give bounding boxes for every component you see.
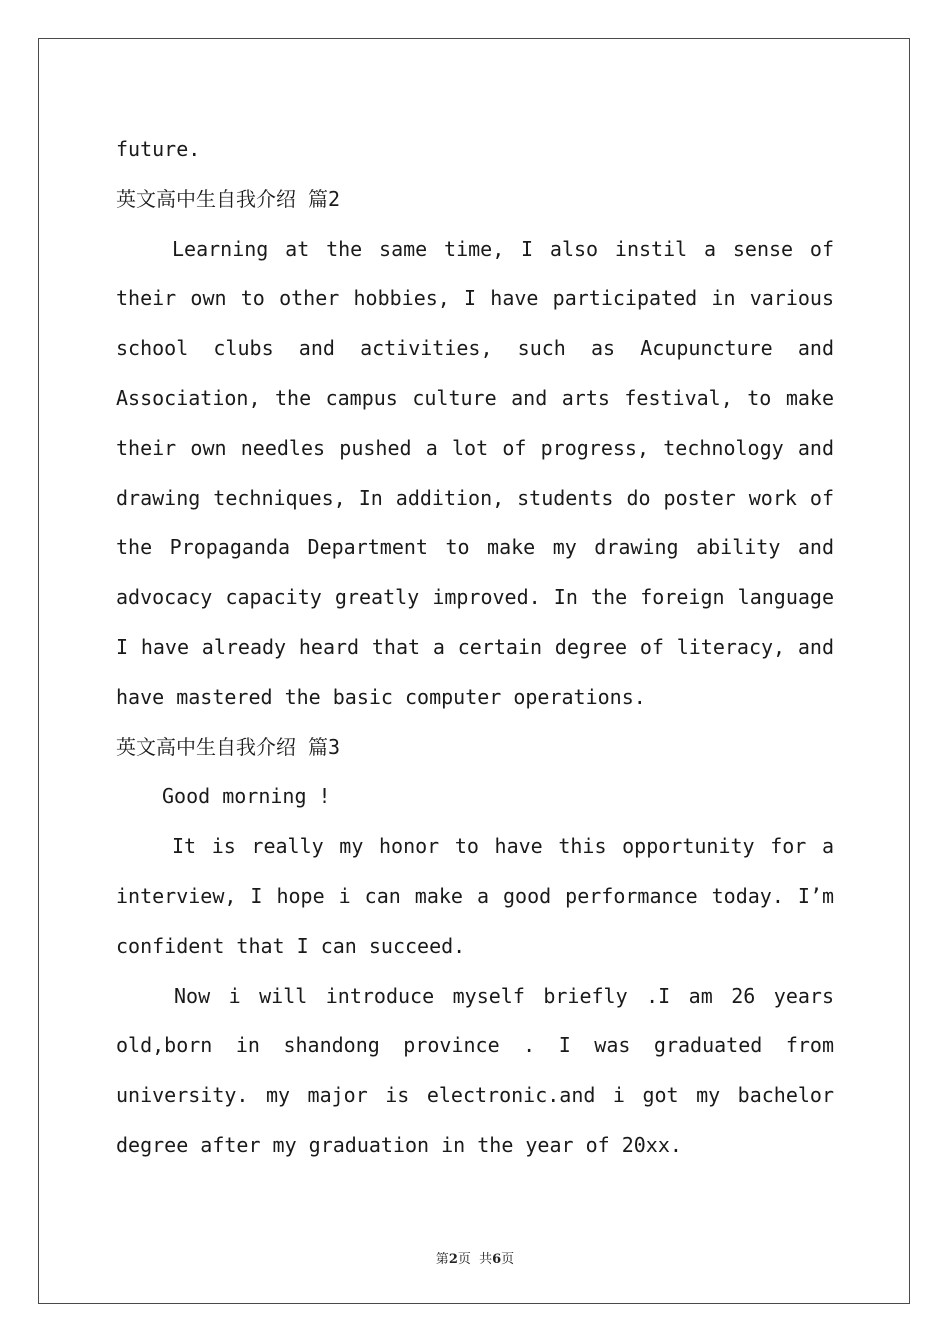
section2-line: I have already heard that a certain degree of literacy, and	[116, 634, 834, 659]
section2-paragraph	[116, 225, 834, 723]
section3-line: university. my major is electronic.and i got my bachelor	[116, 1083, 834, 1108]
total-pages-number: 6	[492, 1252, 502, 1267]
section2-line: their own needles pushed a lot of progress, technology and	[116, 435, 834, 460]
section2-line: Association, the campus culture and arts festival, to make	[116, 385, 834, 410]
section3-line: It is really my honor to have this opportunity for a	[172, 834, 834, 859]
document-body	[116, 125, 834, 1171]
section3-line: confident that I can succeed.	[116, 933, 466, 958]
section3-line: degree after my graduation in the year of 20xx.	[116, 1132, 682, 1157]
section2-line: drawing techniques, In addition, students do poster work of	[116, 485, 834, 510]
section2-line: have mastered the basic computer operations.	[116, 684, 646, 709]
section2-line: Learning at the same time, I also instil a sense of	[172, 236, 834, 261]
page-number-suffix: 页	[501, 1252, 515, 1267]
page-number-mid: 页 共	[457, 1252, 493, 1267]
section2-line: advocacy capacity greatly improved. In the foreign language	[116, 585, 834, 610]
page-number-prefix: 第	[435, 1252, 449, 1267]
page-footer	[0, 1248, 950, 1267]
section3-line: interview, I hope i can make a good performance today. I’m	[116, 883, 834, 908]
section3-paragraph-2	[116, 972, 834, 1171]
section3-line: Now i will introduce myself briefly .I am 26 years	[174, 983, 834, 1008]
intro-tail-text: future.	[116, 137, 201, 161]
section2-heading: 英文高中生自我介绍 篇2	[116, 186, 341, 211]
section2-line: the Propaganda Department to make my drawing ability and	[116, 535, 834, 560]
section3-heading: 英文高中生自我介绍 篇3	[116, 734, 341, 759]
section3-paragraph-1	[116, 822, 834, 971]
section2-line: their own to other hobbies, I have participated in various	[116, 286, 834, 311]
section3-line: old,born in shandong province . I was graduated from	[116, 1033, 834, 1058]
section2-line: school clubs and activities, such as Acupuncture and	[116, 336, 834, 361]
current-page-number: 2	[448, 1252, 458, 1267]
section3-greeting: Good morning !	[162, 784, 331, 809]
